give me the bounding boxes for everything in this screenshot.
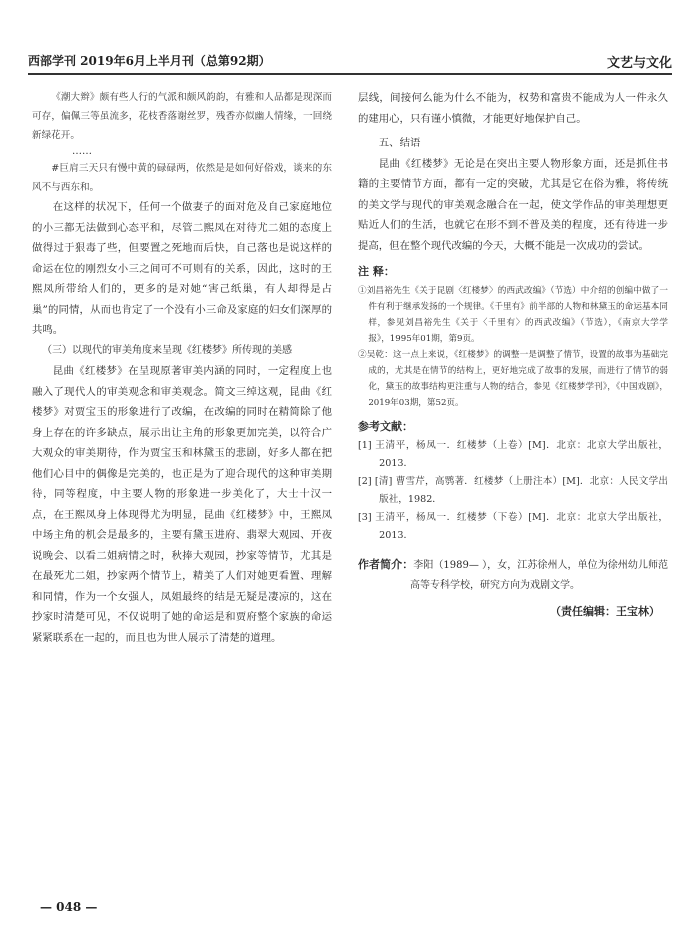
footnote: ①刘昌裕先生《关于昆剧〈红楼梦〉的西武改编》（节选）中介绍的创编中做了一件有利于继承发扬的一个规律。《千里有》前半部的人物和林黛玉的命运基本同样，参见刘昌裕先生《关于〈千里有〉的西武改编》（节选），《南京大学学报》，1995年01期，第9页。 (358, 285, 668, 344)
ellipsis: …… (72, 146, 92, 157)
author-bio (358, 555, 668, 596)
section-heading: 五、结语 (378, 137, 421, 149)
subsection-heading: （三）以现代的审美角度来呈现《红楼梦》所传现的美感 (42, 344, 292, 356)
reference-item: [2] [清] 曹雪芹，高鹗著．红楼梦（上册注本）[M]．北京：人民文学出版社，1982． (358, 476, 668, 505)
reference-item: [1] 王清平，杨凤一．红楼梦（上卷）[M]．北京：北京大学出版社，2013． (358, 440, 668, 469)
right-column (358, 88, 668, 623)
header-rule (28, 73, 672, 75)
page-header (28, 52, 672, 72)
page-number: — 048 — (40, 900, 98, 914)
conclusion-paragraph: 昆曲《红楼梦》无论是在突出主要人物形象方面，还是抓住书籍的主要情节方面，都有一定的突破，尤其是它在俗为雅，将传统的美文学与现代的审美观念融合在一起，使文学作品的审美理想更贴近人们的生活，也就它在形不到不普及美的程度，还有待进一步提高，但在整个现代改编的今天，大概不能是一次成功的尝试。 (358, 157, 668, 252)
section-name: 文艺与文化 (606, 56, 672, 71)
poem-quote: #巨肩三天只有慢中黄的碌碌两，依然是是如何好俗戏，谈来的东风不与西东和。 (32, 163, 332, 193)
body-paragraph: 昆曲《红楼梦》在呈现原著审美内涵的同时，一定程度上也融入了现代人的审美观念和审美观念。简文三绰这观，昆曲《红楼梦》对贾宝玉的形象进行了改编，在改编的同时在精简除了他身上存在的许多缺点，展示出让主角的形象更加完美，以符合广大观众的审美期待，作为贾宝玉和林黛玉的悲剧，好多人都在把他们心目中的偶像是完美的，也正是为了迎合现代的这种审美期待，同等程度，中主要人物的形象进一步美化了，大士十汉一点，在王熙凤身上体现得尤为明显，昆曲《红楼梦》中，王熙凤中场主角的机会是最多的，主要有黛玉进府、翡翠大观园、开夜说晚会、以看二姐病情之时，秋捧大观园，抄家等情节，尤其是在最死尤二姐，抄家两个情节上，精美了人们对她更看置、理解和同情，作为一个女强人，凤姐最终的结是无疑是凄凉的，这在抄家时清楚可见，不仅说明了她的命运是和贾府整个家族的命运紧紧联系在一起的，而且也为世人展示了清楚的道理。 (32, 365, 332, 644)
references-heading: 参考文献： (358, 419, 413, 433)
body-paragraph: 层线，间接何么能为什么不能为，权势和富贵不能成为人一件永久的建用心，只有谨小慎微，才能更好地保护自己。 (358, 92, 668, 125)
footnote: ②吴乾：这一点上来说，《红楼梦》的调整一是调整了情节，设置的故事为基础完成的，尤其是在情节的结构上，更好地完成了故事的发展，而进行了情节的弱化，黛玉的故事结构更注重与人物的结合，参见《红楼梦学刊》，《中国戏剧》，2019年03期，第52页。 (358, 349, 668, 408)
left-column (32, 88, 332, 648)
journal-title: 西部学刊 2019年6月上半月刊（总第92期） (28, 54, 271, 68)
poem-quote: 《潮大辫》颇有些人行的气派和颇风韵韵，有雅和人品都是现深而可存，偏佩三等虽流多，花枝香落谢丝罗，残香亦似幽人情缘，一回绕新绿花开。 (32, 92, 332, 141)
notes-heading: 注 释： (358, 265, 395, 278)
body-paragraph: 在这样的状况下，任何一个做妻子的面对危及自己家庭地位的小三都无法做到心态平和，尽管二熙凤在对待尤二姐的态度上做得过于狠毒了些，但要置之死地而后快，自己落也是说这样的命运在位的刚烈女小三之间可不可则有的关系，因此，这时的王熙凤所带给人们的，更多的是对她“害己纸巢，有人却得是占巢”的同情，从而也肯定了一个没有小三命及家庭的妇女们深厚的共鸣。 (32, 201, 332, 336)
author-label: 作者简介： (358, 558, 414, 571)
editor-credit: （责任编辑：王宝林） (550, 605, 660, 618)
reference-item: [3] 王清平，杨凤一．红楼梦（下卷）[M]．北京：北京大学出版社，2013． (358, 512, 668, 541)
author-text: 李阳（1989— ），女，江苏徐州人，单位为徐州幼儿师范高等专科学校，研究方向为戏剧文学。 (410, 560, 669, 591)
